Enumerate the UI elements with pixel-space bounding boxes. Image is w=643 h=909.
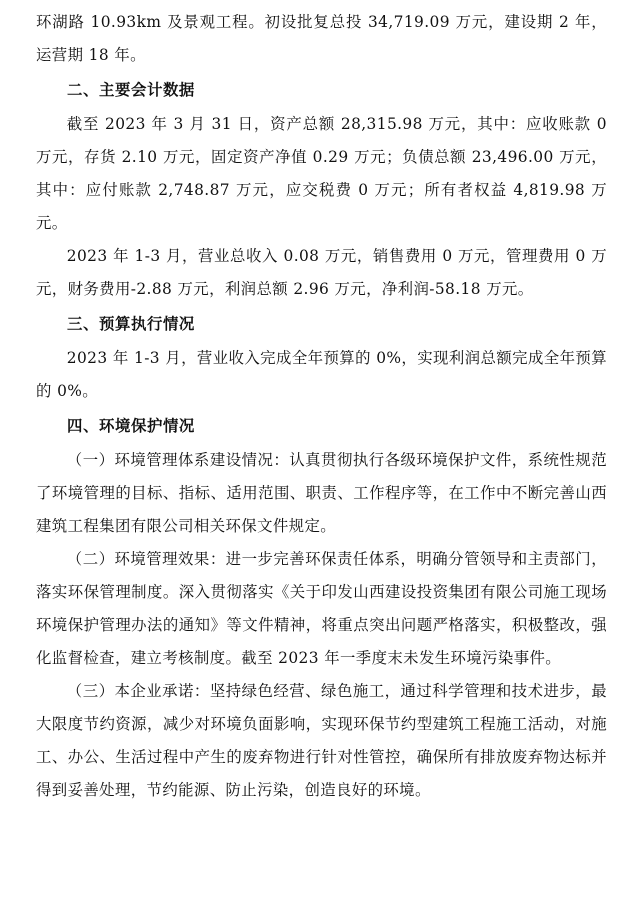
intro-continuation-paragraph: 环湖路 10.93km 及景观工程。初设批复总投 34,719.09 万元，建设期 2 年，运营期 18 年。 — [36, 13, 607, 64]
section-accounting-data — [36, 72, 607, 306]
section-environmental-protection — [36, 408, 607, 807]
section-heading-budget: 三、预算执行情况 — [67, 315, 195, 333]
paragraph-budget: 2023 年 1-3 月，营业收入完成全年预算的 0%，实现利润总额完成全年预算的 0%。 — [36, 349, 607, 400]
section-heading-accounting: 二、主要会计数据 — [67, 81, 195, 99]
paragraph-enterprise-commitment: （三）本企业承诺：坚持绿色经营、绿色施工，通过科学管理和技术进步，最大限度节约资源，减少对环境负面影响，实现环保节约型建筑工程施工活动，对施工、办公、生活过程中产生的废弃物进行针对性管控，确保所有排放废弃物达标并得到妥善处理，节约能源、防止污染，创造良好的环境。 — [36, 682, 607, 799]
paragraph-income-statement: 2023 年 1-3 月，营业总收入 0.08 万元，销售费用 0 万元，管理费用 0 万元，财务费用-2.88 万元，利润总额 2.96 万元，净利润-58.18 万元。 — [36, 247, 607, 298]
paragraph-balance-sheet: 截至 2023 年 3 月 31 日，资产总额 28,315.98 万元，其中：应收账款 0 万元，存货 2.10 万元，固定资产净值 0.29 万元；负债总额 23,496.00 万元，其中：应付账款 2,748.87 万元，应交税费 0 万元；所有者权益 4,819.98 万元。 — [36, 115, 607, 232]
paragraph-env-management-system: （一）环境管理体系建设情况：认真贯彻执行各级环境保护文件，系统性规范了环境管理的目标、指标、适用范围、职责、工作程序等，在工作中不断完善山西建筑工程集团有限公司相关环保文件规定。 — [36, 451, 607, 535]
section-heading-environment: 四、环境保护情况 — [67, 417, 195, 435]
paragraph-env-management-effect: （二）环境管理效果：进一步完善环保责任体系，明确分管领导和主责部门，落实环保管理制度。深入贯彻落实《关于印发山西建设投资集团有限公司施工现场环境保护管理办法的通知》等文件精神，将重点突出问题严格落实，积极整改，强化监督检查，建立考核制度。截至 2023 年一季度末未发生环境污染事件。 — [36, 550, 607, 667]
section-budget-execution — [36, 306, 607, 408]
